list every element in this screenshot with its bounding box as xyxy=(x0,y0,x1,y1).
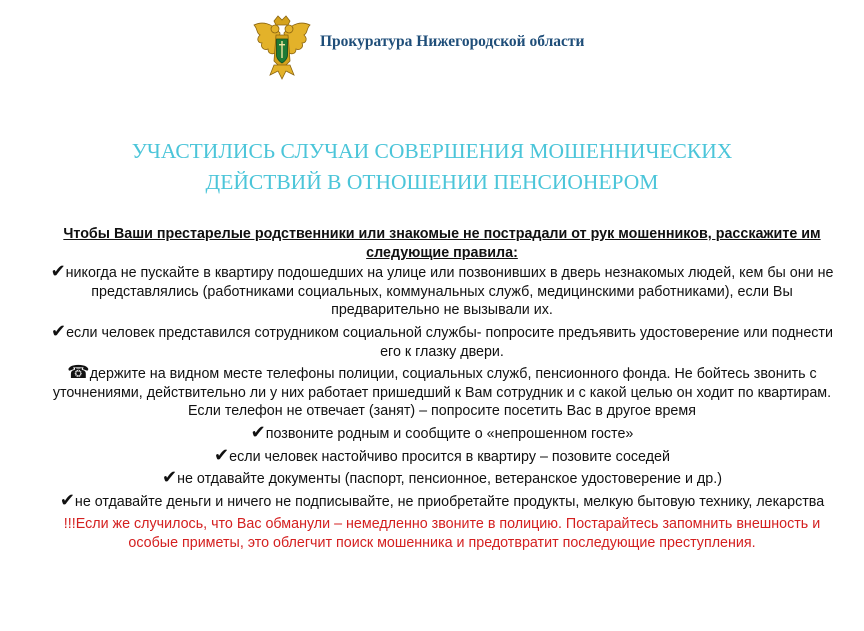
checkmark-icon: ✔ xyxy=(59,489,75,510)
rule-item xyxy=(50,362,834,421)
checkmark-icon: ✔ xyxy=(250,421,266,442)
checkmark-icon: ✔ xyxy=(51,320,67,341)
rule-text: никогда не пускайте в квартиру подошедших на улице или позвонивших в дверь незнакомых людей, кем бы они не представлялись (работниками социальных, коммунальных служб, медицинскими работниками), если Вы предварительно не вызывали их. xyxy=(65,265,834,319)
checkmark-icon: ✔ xyxy=(214,444,230,465)
warning-text: !!!Если же случилось, что Вас обманули – немедленно звоните в полицию. Постарайтесь запомнить внешность и особые приметы, это облегчит поиск мошенника и предотвратит последующие преступления. xyxy=(63,516,821,551)
checkmark-icon: ✔ xyxy=(50,261,66,282)
rule-item xyxy=(50,444,834,467)
rules-content xyxy=(50,225,834,553)
rule-text: не отдавайте деньги и ничего не подписывайте, не приобретайте продукты, мелкую бытовую технику, лекарства xyxy=(74,493,825,510)
rule-text: не отдавайте документы (паспорт, пенсионное, ветеранское удостоверение и др.) xyxy=(177,471,722,488)
double-headed-eagle-emblem-icon xyxy=(250,15,314,83)
rule-text: держите на видном месте телефоны полиции, социальных служб, пенсионного фонда. Не бойтесь звонить с уточнениями, действительно ли у них работает пришедший к Вам сотрудник и с какой целью он ходит по квартирам. Если телефон не отвечает (занят) – попросите посетить Вас в другое время xyxy=(52,366,832,420)
rule-item xyxy=(50,421,834,444)
title-line-2: ДЕЙСТВИЙ В ОТНОШЕНИИ ПЕНСИОНЕРОМ xyxy=(205,170,659,194)
header xyxy=(250,14,584,84)
rule-item xyxy=(50,320,834,361)
telephone-icon: ☎ xyxy=(67,362,90,383)
rule-text: если человек настойчиво просится в квартиру – позовите соседей xyxy=(229,448,670,465)
rule-item xyxy=(50,467,834,489)
org-name: Прокуратура Нижегородской области xyxy=(320,33,585,50)
title-line-1: УЧАСТИЛИСЬ СЛУЧАИ СОВЕРШЕНИЯ МОШЕННИЧЕСКИХ xyxy=(131,139,733,163)
rule-text: если человек представился сотрудником социальной службы- попросите предъявить удостоверение или поднести его к глазку двери. xyxy=(66,324,833,360)
rule-item xyxy=(50,489,834,512)
rule-item xyxy=(50,261,834,320)
page-title xyxy=(0,136,864,198)
checkmark-icon: ✔ xyxy=(162,467,178,488)
lead-text: Чтобы Ваши престарелые родственники или знакомые не пострадали от рук мошенников, расскажите им следующие правила: xyxy=(63,226,821,261)
rule-text: позвоните родным и сообщите о «непрошенном госте» xyxy=(265,425,634,442)
